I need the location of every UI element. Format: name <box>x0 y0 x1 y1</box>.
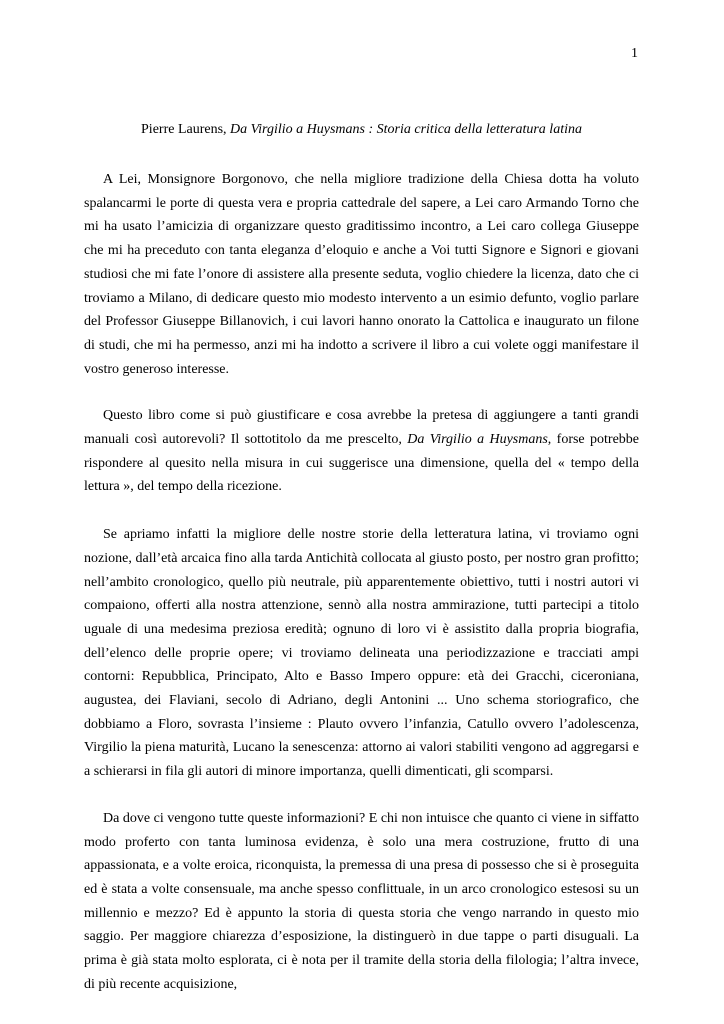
paragraph-2-italic: Da Virgilio a Huysmans <box>407 432 548 448</box>
title-author: Pierre Laurens, <box>141 122 231 137</box>
paragraph-3: Se apriamo infatti la migliore delle nostre storie della letteratura latina, vi troviamo ogni nozione, dall’età arcaica fino alla tarda Antichità collocata al giusto posto, per nostro gran profitto; nell’ambito cronologico, quello più neutrale, più apparentemente obiettivo, tutti i nostri autori vi compaiono, offerti alla nostra attenzione, sennò alla nostra ammirazione, tutti partecipi a titolo uguale di una medesima preziosa eredità; ognuno di loro vi è assistito dalla propria biografia, dell’elenco delle proprie opere; vi troviamo delineata una periodizzazione e tracciati ampi contorni: Repubblica, Principato, Alto e Basso Impero oppure: età dei Gracchi, ciceroniana, augustea, dei Flaviani, secolo di Adriano, degli Antonini ... Uno schema storiografico, che dobbiamo a Floro, sovrasta l’insieme : Plauto ovvero l’infanzia, Catullo ovvero l’adolescenza, Virgilio la piena maturità, Lucano la senescenza: attorno ai valori stabiliti vengono ad aggregarsi e a schierarsi in fila gli autori di minore importanza, quelli dimenticati, gli scomparsi. <box>84 527 639 780</box>
paragraph-2-after: , forse potrebbe rispondere al quesito nella misura in cui suggerisce una dimensione, quella del « tempo della lettura », del tempo della ricezione. <box>84 432 639 495</box>
document-title <box>84 121 639 139</box>
paragraph-2-before: Questo libro come si può giustificare e cosa avrebbe la pretesa di aggiungere a tanti grandi manuali così autorevoli? Il sottotitolo da me prescelto, <box>84 408 639 448</box>
paragraph-1: A Lei, Monsignore Borgonovo, che nella migliore tradizione della Chiesa dotta ha voluto spalancarmi le porte di questa vera e propria cattedrale del sapere, a Lei caro Armando Torno che mi ha usato l’amicizia di organizzare questo graditissimo incontro, a Lei caro collega Giuseppe che mi ha preceduto con tanta eleganza d’eloquio e anche a Voi tutti Signore e Signori e giovani studiosi che mi fate l’onore di assistere alla presente seduta, voglio chiedere la licenza, dato che ci troviamo a Milano, di dedicare questo mio modesto intervento a un esimio defunto, voglio parlare del Professor Giuseppe Billanovich, i cui lavori hanno onorato la Cattolica e inaugurato un filone di studi, che mi ha permesso, anzi mi ha indotto a scrivere il libro a cui volete oggi manifestare il vostro generoso interesse. <box>84 172 639 377</box>
page-number: 1 <box>631 46 638 61</box>
title-work: Da Virgilio a Huysmans : Storia critica della letteratura latina <box>230 122 582 137</box>
paragraph-4: Da dove ci vengono tutte queste informazioni? E chi non intuisce che quanto ci viene in siffatto modo proferto con tanta luminosa evidenza, è solo una mera costruzione, frutto di una appassionata, e a volte eroica, riconquista, la premessa di una presa di possesso che si è proseguita ed è stata a volte consensuale, ma anche spesso conflittuale, in un arco cronologico estesosi su un millennio e mezzo? Ed è appunto la storia di questa storia che vengo narrando in questo mio saggio. Per maggiore chiarezza d’esposizione, la distinguerò in due tappe o parti disuguali. La prima è già stata molto esplorata, ci è nota per il tramite della storia della filologia; l’altra invece, di più recente acquisizione, <box>84 810 639 992</box>
body-text <box>84 168 639 997</box>
paragraph-2 <box>84 404 639 499</box>
